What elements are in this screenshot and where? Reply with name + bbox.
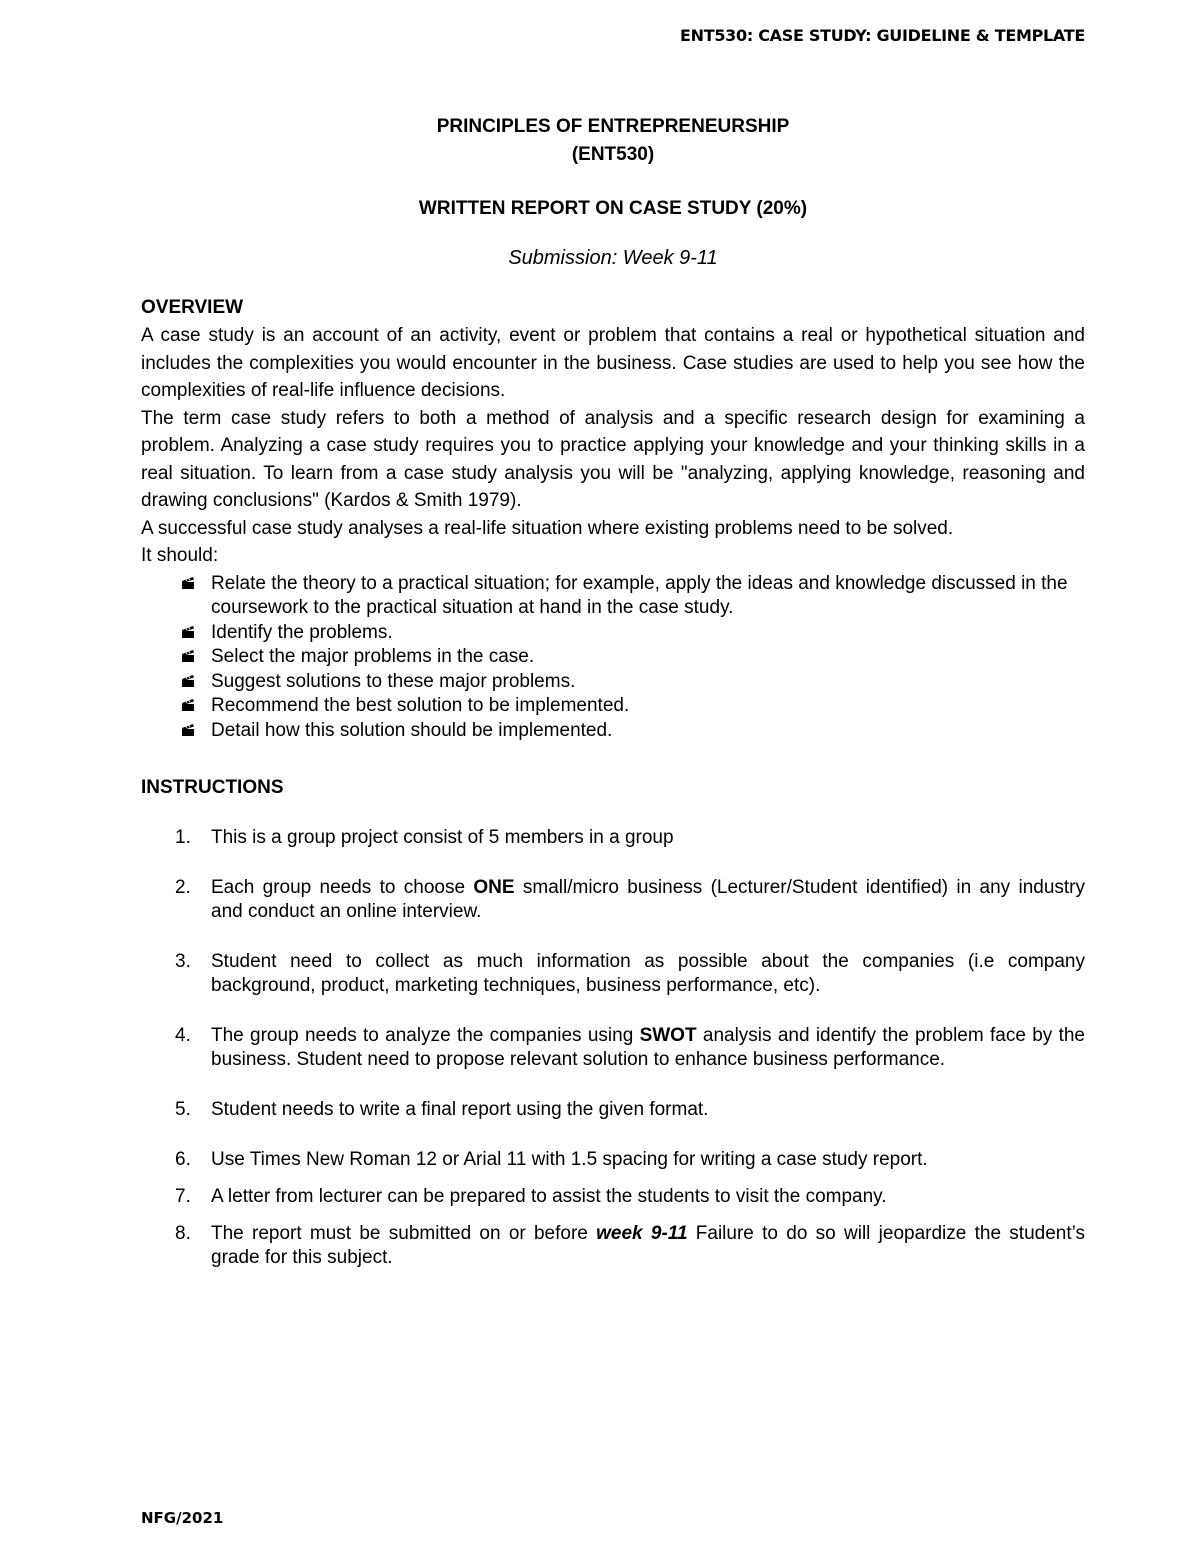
instruction-number: 3. (175, 951, 191, 972)
instruction-text-post: Failure to do so will jeopardize the student’s grade for this subject. (211, 1223, 1085, 1268)
instruction-item (141, 1098, 1085, 1122)
list-item-text: Detail how this solution should be implemented. (211, 719, 613, 741)
instruction-number: 7. (175, 1186, 191, 1207)
list-item (141, 621, 1085, 646)
criteria-list (141, 572, 1085, 744)
instruction-text: Use Times New Roman 12 or Arial 11 with 1.5 spacing for writing a case study report. (211, 1149, 928, 1170)
instruction-item (141, 1222, 1085, 1270)
document-body (141, 113, 1085, 1270)
instruction-item (141, 1148, 1085, 1172)
instruction-item (141, 1024, 1085, 1072)
list-item (141, 719, 1085, 744)
list-item-text: Recommend the best solution to be implemented. (211, 695, 630, 716)
instruction-number: 1. (175, 827, 191, 848)
overview-paragraph-2: The term case study refers to both a method of analysis and a specific research design for examining a problem. Analyzing a case study requires you to practice applying your knowledge and your thinking skills in a real situation. To learn from a case study analysis you will be "analyzing, applying knowledge, reasoning and drawing conclusions" (Kardos & Smith 1979). (141, 407, 1085, 511)
list-item (141, 670, 1085, 695)
course-title: PRINCIPLES OF ENTREPRENEURSHIP (436, 116, 790, 137)
instructions-heading: INSTRUCTIONS (141, 777, 284, 798)
instruction-item (141, 1185, 1085, 1209)
instruction-emphasis: SWOT (639, 1025, 697, 1046)
list-item-text: Relate the theory to a practical situation; for example, apply the ideas and knowledge discussed in the coursework to the practical situation at hand in the case study. (211, 572, 1068, 618)
list-item (141, 694, 1085, 719)
instruction-text-pre: The report must be submitted on or before (211, 1223, 597, 1244)
instruction-text-post: small/micro business (Lecturer/Student identified) in any industry and conduct an online interview. (211, 877, 1085, 922)
list-item-text: Select the major problems in the case. (211, 646, 535, 667)
list-item-text: Identify the problems. (211, 621, 393, 643)
paragraph-3-line-2: It should: (141, 545, 219, 566)
page-footer: NFG/2021 (141, 1509, 224, 1527)
instruction-emphasis: week 9-11 (596, 1223, 688, 1244)
submission-line: Submission: Week 9-11 (508, 247, 718, 269)
overview-heading: OVERVIEW (141, 297, 244, 318)
instruction-item (141, 876, 1085, 924)
instruction-text: Student needs to write a final report using the given format. (211, 1099, 709, 1120)
instruction-item (141, 826, 1085, 850)
instruction-number: 4. (175, 1025, 191, 1046)
instruction-number: 2. (175, 877, 191, 898)
instruction-item (141, 950, 1085, 998)
instruction-text: This is a group project consist of 5 members in a group (211, 827, 674, 848)
instructions-list (141, 826, 1085, 1270)
paragraph-3-line-1: A successful case study analyses a real-life situation where existing problems need to be solved. (141, 517, 954, 539)
overview-paragraph-1: A case study is an account of an activity, event or problem that contains a real or hypothetical situation and includes the complexities you would encounter in the business. Case studies are used to help you see how the complexities of real-life influence decisions. (141, 325, 1085, 401)
instruction-number: 5. (175, 1099, 191, 1120)
instruction-text-pre: The group needs to analyze the companies using (211, 1025, 640, 1046)
instruction-text: Student need to collect as much information as possible about the companies (i.e company background, product, marketing techniques, business performance, etc). (211, 951, 1085, 996)
instruction-text: A letter from lecturer can be prepared to assist the students to visit the company. (211, 1186, 887, 1207)
instruction-number: 8. (175, 1223, 191, 1244)
instruction-text-post: analysis and identify the problem face by the business. Student need to propose relevant solution to enhance business performance. (211, 1025, 1085, 1070)
report-title: WRITTEN REPORT ON CASE STUDY (20%) (418, 198, 808, 219)
list-item-text: Suggest solutions to these major problems. (211, 670, 576, 692)
clapperboard-icon (181, 698, 195, 712)
course-code: (ENT530) (571, 144, 655, 165)
instruction-emphasis: ONE (473, 877, 515, 898)
list-item (141, 645, 1085, 670)
clapperboard-icon (181, 625, 195, 639)
clapperboard-icon (181, 723, 195, 737)
list-item (141, 572, 1085, 621)
clapperboard-icon (181, 649, 195, 663)
title-block (141, 113, 1085, 272)
instruction-number: 6. (175, 1149, 191, 1170)
clapperboard-icon (181, 674, 195, 688)
page-header: ENT530: CASE STUDY: GUIDELINE & TEMPLATE (680, 26, 1085, 45)
overview-paragraph-3 (141, 515, 1085, 570)
clapperboard-icon (181, 576, 195, 590)
instruction-text-pre: Each group needs to choose (211, 877, 474, 898)
